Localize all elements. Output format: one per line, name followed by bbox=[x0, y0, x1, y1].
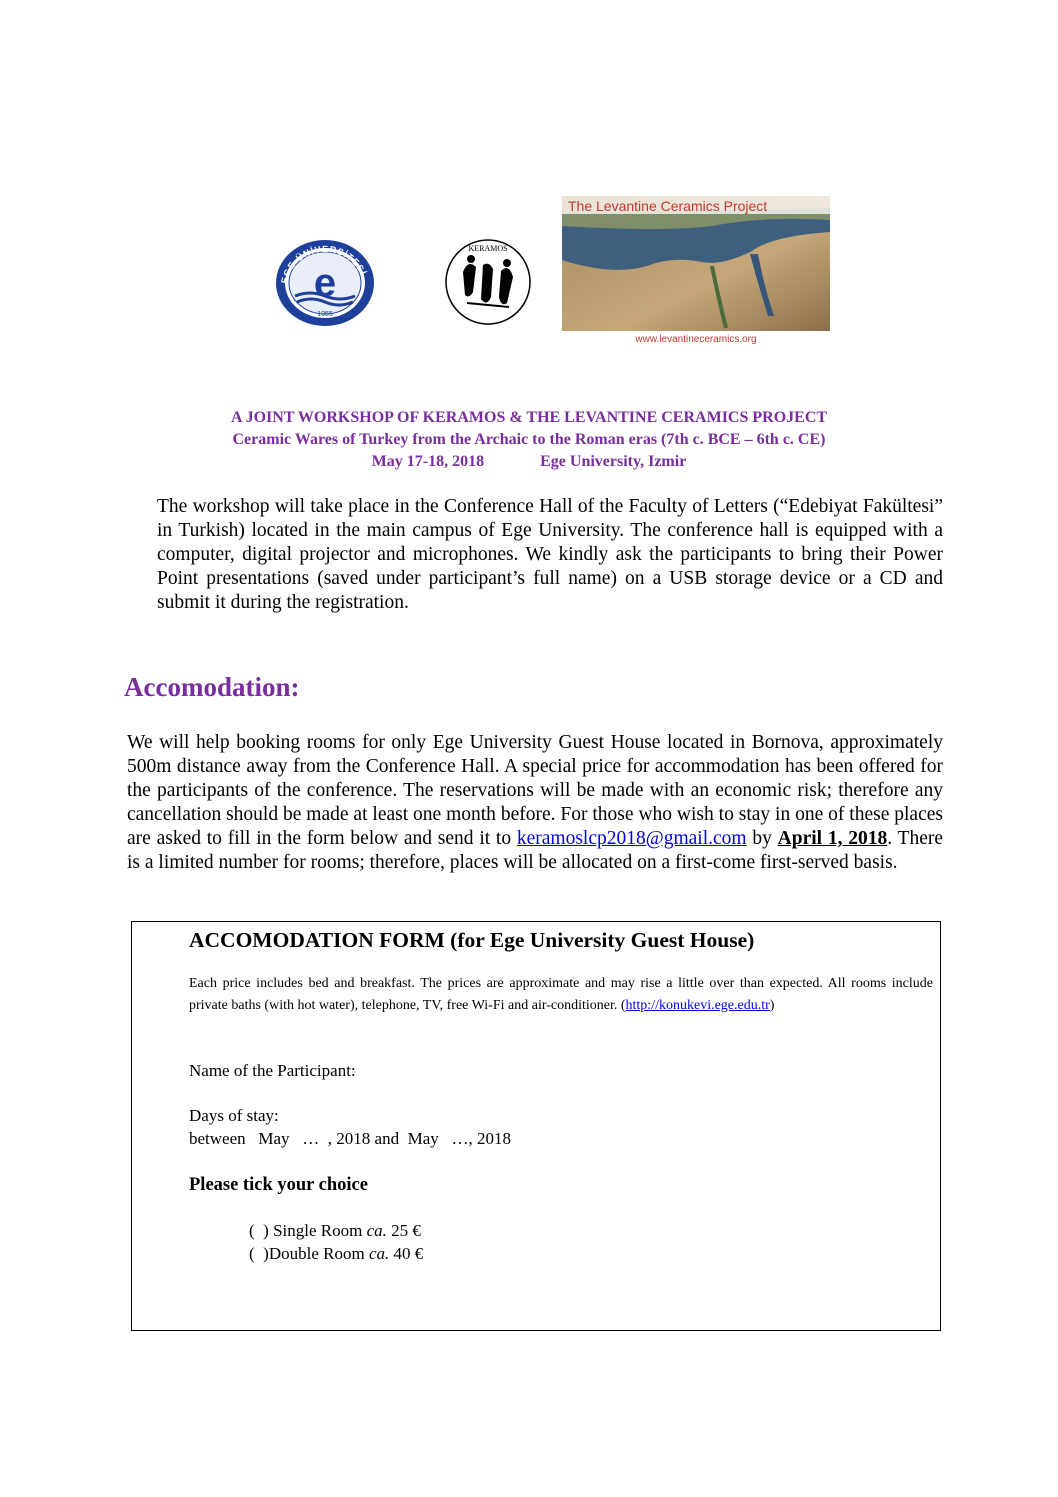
levantine-ceramics-project-logo bbox=[562, 196, 830, 346]
single-room-checkbox[interactable]: ( ) bbox=[249, 1221, 269, 1240]
accommodation-heading: Accomodation: bbox=[124, 672, 300, 702]
keramos-logo bbox=[443, 237, 533, 327]
workshop-header bbox=[0, 407, 1058, 473]
svg-text:The Levantine Ceramics Project: The Levantine Ceramics Project bbox=[568, 198, 768, 214]
days-between-line: between May … , 2018 and May …, 2018 bbox=[189, 1129, 512, 1148]
accommodation-paragraph: We will help booking rooms for only Ege University Guest House located in Bornova, approximately 500m distance away from the Conference Hall. A special price for accommodation has been offered for the participants of the conference. The reservations will be made with an economic risk; therefore any cancellation should be made at least one month before. For those who wish to stay in one of these places are asked to fill in the form below and send it to keramoslcp2018@gmail.com by April 1, 2018. There is a limited number for rooms; therefore, places will be allocated on a first-come first-served basis. bbox=[127, 732, 943, 873]
workshop-place: Ege University, Izmir bbox=[540, 453, 687, 470]
days-of-stay-label: Days of stay: bbox=[189, 1106, 279, 1125]
single-room-option[interactable]: ( ) Single Room ca. 25 € bbox=[249, 1221, 421, 1240]
svg-text:www.levantineceramics.org: www.levantineceramics.org bbox=[635, 334, 757, 345]
guest-house-link[interactable]: http://konukevi.ege.edu.tr bbox=[625, 998, 770, 1013]
intro-paragraph: The workshop will take place in the Conference Hall of the Faculty of Letters (“Edebiyat Fakültesi” in Turkish) located in the main campus of Ege University. The conference hall is equipped with a computer, digital projector and microphones. We kindly ask the participants to bring their Power Point presentations (saved under participant’s full name) on a USB storage device or a CD and submit it during the registration. bbox=[157, 496, 943, 613]
ege-university-logo bbox=[273, 238, 377, 328]
svg-text:e: e bbox=[313, 261, 337, 305]
participant-name-label: Name of the Participant: bbox=[189, 1061, 356, 1080]
email-link[interactable]: keramoslcp2018@gmail.com bbox=[516, 828, 747, 849]
svg-text:KERAMOS: KERAMOS bbox=[468, 244, 508, 253]
workshop-date: May 17-18, 2018 bbox=[371, 453, 485, 470]
tick-choice-heading: Please tick your choice bbox=[189, 1175, 368, 1195]
workshop-date-place bbox=[0, 451, 1058, 473]
deadline: April 1, 2018 bbox=[777, 828, 888, 849]
workshop-subtitle: Ceramic Wares of Turkey from the Archaic to the Roman eras (7th c. BCE – 6th c. CE) bbox=[232, 431, 826, 448]
svg-text:1955: 1955 bbox=[317, 311, 333, 318]
form-description: Each price includes bed and breakfast. The prices are approximate and may rise a little over than expected. All rooms include private baths (with hot water), telephone, TV, free Wi-Fi and air-conditioner. (http://konukevi.ege.edu.tr) bbox=[189, 976, 933, 1013]
workshop-title: A JOINT WORKSHOP OF KERAMOS & THE LEVANTINE CERAMICS PROJECT bbox=[230, 409, 828, 426]
svg-text:EGE ÜNİVERSİTESİ: EGE ÜNİVERSİTESİ bbox=[279, 243, 369, 285]
double-room-checkbox[interactable]: ( ) bbox=[249, 1244, 269, 1263]
double-room-option[interactable]: ( )Double Room ca. 40 € bbox=[249, 1244, 424, 1263]
form-title: ACCOMODATION FORM (for Ege University Guest House) bbox=[189, 928, 755, 952]
